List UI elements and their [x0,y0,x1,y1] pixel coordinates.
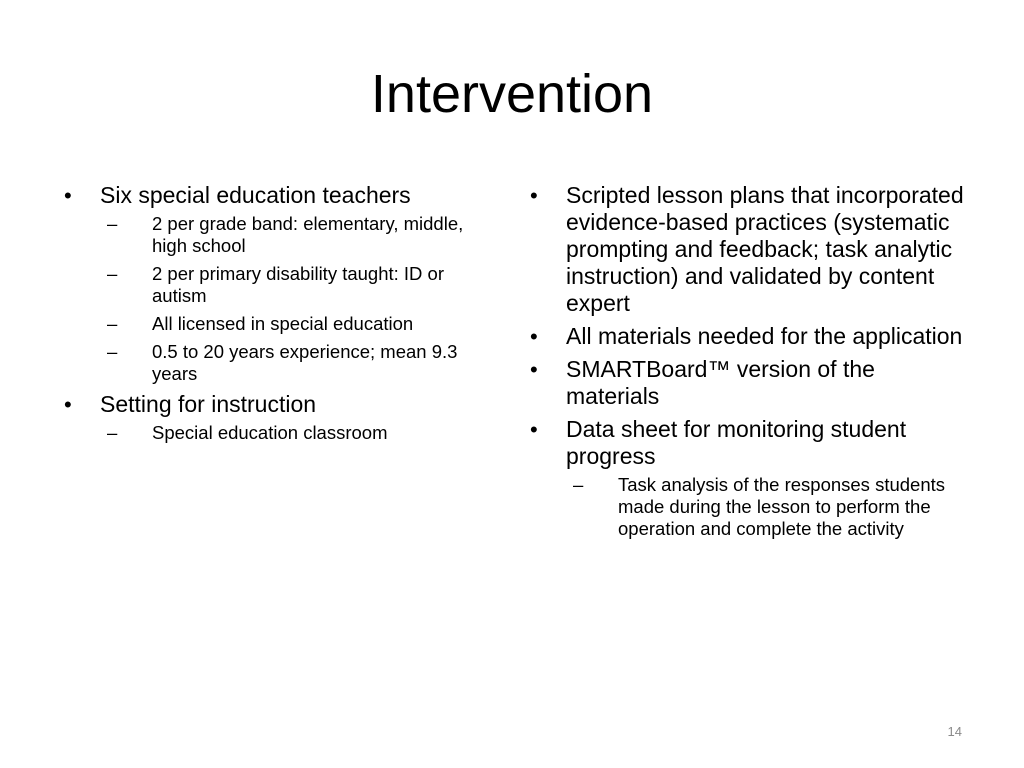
right-column [528,182,968,546]
bullet-icon: • [530,183,538,208]
dash-icon: – [107,263,118,284]
sub-list-item [107,422,502,444]
bullet-text: SMARTBoard™ version of the materials [566,356,875,409]
list-item [528,356,968,410]
dash-icon: – [107,213,118,234]
left-column [62,182,502,450]
sub-list-item [107,341,502,385]
sub-list-item [107,213,502,257]
bullet-text: Setting for instruction [100,391,317,417]
right-bullet-list [528,182,968,540]
sub-list [100,213,502,385]
list-item [62,182,502,385]
bullet-text: All materials needed for the application [566,323,963,349]
sub-item-text: 0.5 to 20 years experience; mean 9.3 years [152,341,458,384]
bullet-icon: • [64,183,72,208]
list-item [528,323,968,350]
sub-item-text: 2 per primary disability taught: ID or autism [152,263,445,306]
sub-item-text: Task analysis of the responses students made during the lesson to perform the operation and complete the activity [618,474,946,539]
bullet-icon: • [530,357,538,382]
slide-title: Intervention [370,64,654,124]
left-bullet-list [62,182,502,444]
bullet-icon: • [530,417,538,442]
bullet-icon: • [64,392,72,417]
sub-list-item [107,313,502,335]
bullet-icon: • [530,324,538,349]
list-item [62,391,502,444]
dash-icon: – [573,474,584,495]
sub-list [566,474,968,540]
bullet-text: Six special education teachers [100,182,411,208]
sub-item-text: 2 per grade band: elementary, middle, high school [152,213,464,256]
bullet-text: Data sheet for monitoring student progress [566,416,907,469]
dash-icon: – [107,341,118,362]
list-item [528,182,968,317]
sub-item-text: All licensed in special education [152,313,414,334]
sub-list-item [573,474,968,540]
bullet-text: Scripted lesson plans that incorporated evidence-based practices (systematic prompting and feedback; task analytic instruction) and validated by content expert [566,182,964,316]
dash-icon: – [107,313,118,334]
page-number: 14 [947,724,962,739]
sub-item-text: Special education classroom [152,422,388,443]
sub-list-item [107,263,502,307]
sub-list [100,422,502,444]
dash-icon: – [107,422,118,443]
list-item [528,416,968,540]
